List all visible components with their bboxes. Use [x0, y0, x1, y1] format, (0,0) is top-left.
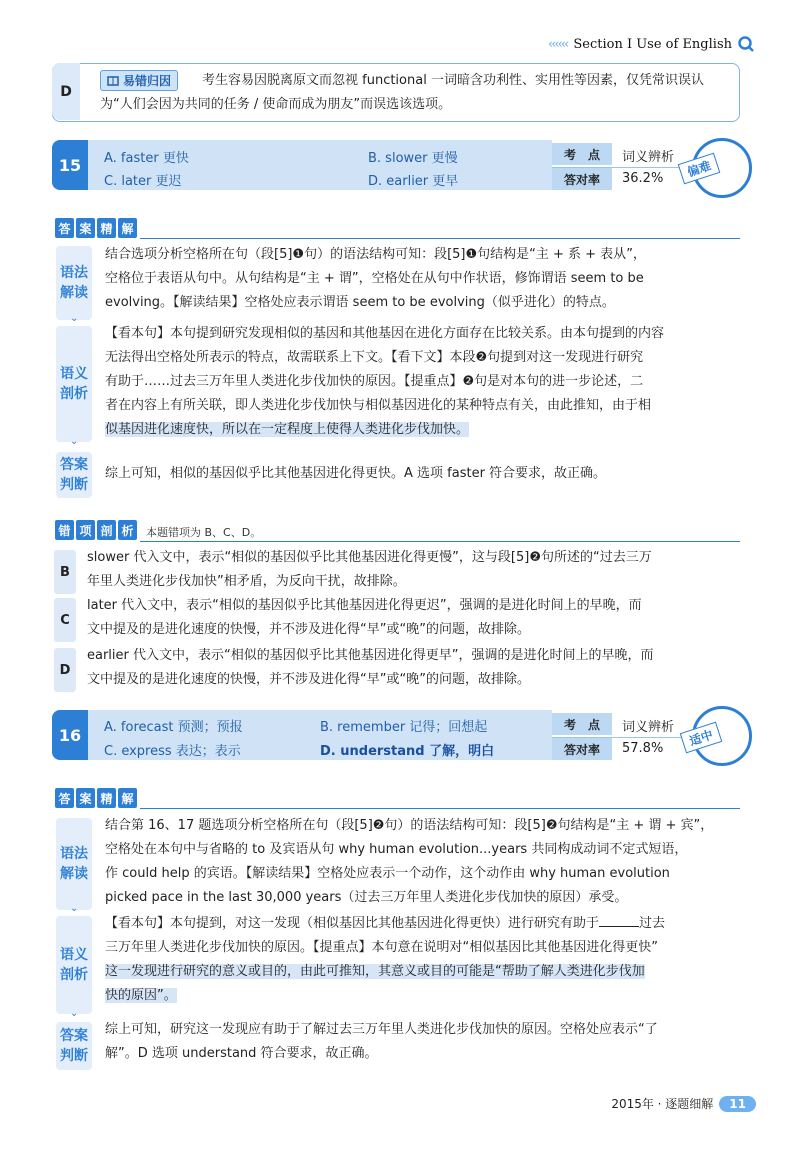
q16-option-d-correct: D. understand 了解，明白 [320, 744, 495, 759]
section-char: 精 [97, 788, 116, 808]
q16-rate-label: 答对率 [552, 738, 612, 760]
q15-option-c: C. later 更迟 [104, 174, 182, 189]
section-char: 精 [97, 218, 116, 238]
chevron-down-icon: ⌄ [70, 313, 79, 324]
section-wrong-options [55, 520, 137, 540]
header-arrows: ‹‹‹‹‹‹ [548, 36, 568, 52]
page-header [548, 36, 754, 52]
q15-option-b: B. slower 更慢 [368, 151, 458, 166]
search-icon [738, 36, 754, 52]
wrong-options-note: 本题错项为 B、C、D。 [146, 526, 262, 539]
section-char: 错 [55, 520, 74, 540]
section-divider [140, 541, 740, 542]
wrong-option-text: earlier 代入文中，表示“相似的基因似乎比其他基因进化得更早”，强调的是进化时间上的早晚，而 文中提及的是进化速度的快慢，并不涉及进化得“早”或“晚”的问题，故排除。 [87, 648, 654, 687]
section-char: 解 [118, 218, 137, 238]
section-answer-analysis-2 [55, 788, 137, 808]
q15-judgement-text: 综上可知，相似的基因似乎比其他基因进化得更快。A 选项 faster 符合要求，故正确。 [105, 466, 607, 481]
q16-difficulty-label: 适中 [680, 722, 723, 754]
question-16-number: 16 [52, 710, 88, 760]
grammar-label-15: 语法解读 [56, 246, 92, 320]
error-box-text: 考生容易因脱离原文而忽视 functional 一词暗含功利性、实用性等因素，仅凭常识误认为“人们会因为共同的任务 / 使命而成为朋友”而误选该选项。 [100, 73, 704, 112]
highlight-text: 快的原因”。 [105, 988, 177, 1003]
highlight-text: 这一发现进行研究的意义或目的，由此可推知，其意义或目的可能是“帮助了解人类进化步伐加 [105, 964, 645, 979]
book-icon [107, 75, 119, 87]
section-char: 剖 [97, 520, 116, 540]
section-char: 项 [76, 520, 95, 540]
error-cause-tag [100, 70, 178, 91]
page-number: 11 [719, 1096, 756, 1112]
section-divider [140, 238, 740, 239]
chevron-down-icon: ⌄ [70, 436, 79, 447]
section-divider [140, 808, 740, 809]
q16-option-a: A. forecast 预测；预报 [104, 720, 243, 735]
wrong-option-letter: D [54, 648, 76, 692]
wrong-option-letter: C [54, 598, 76, 642]
q16-rate-value: 57.8% [622, 741, 664, 756]
q16-option-c: C. express 表达；表示 [104, 744, 241, 759]
section-char: 析 [118, 520, 137, 540]
q16-kaodian-label: 考 点 [552, 713, 612, 735]
q15-rate-value: 36.2% [622, 171, 664, 186]
q15-rate-label: 答对率 [552, 168, 612, 190]
section-answer-analysis-1 [55, 218, 137, 238]
q15-option-d: D. earlier 更早 [368, 174, 459, 189]
semantic-label-16: 语义剖析 [56, 916, 92, 1014]
q15-grammar-text: 结合选项分析空格所在句（段[5]❶句）的语法结构可知：段[5]❶句结构是“主 + 系 + 表从”， 空格位于表语从句中。从句结构是“主 + 谓”，空格处在从句中作状语，修饰谓语 seem to be evolving。【解读结果】空格处应表示谓语 seem to be evolving（似乎进化）的特点。 [105, 247, 646, 310]
judgement-label-16: 答案判断 [56, 1022, 92, 1070]
section-char: 案 [76, 218, 95, 238]
q15-kaodian-label: 考 点 [552, 143, 612, 165]
judgement-label-15: 答案判断 [56, 452, 92, 498]
footer-text: 2015年 · 逐题细解 [611, 1097, 714, 1111]
chevron-down-icon: ⌄ [70, 903, 79, 914]
header-title: Section I Use of English [573, 36, 732, 52]
semantic-label-15: 语义剖析 [56, 326, 92, 442]
q16-grammar-text: 结合第 16、17 题选项分析空格所在句（段[5]❷句）的语法结构可知：段[5]❷句结构是“主 + 谓 + 宾”， 空格处在本句中与省略的 to 及宾语从句 why human evolution...years 共同构成动词不定式短语， 作 could help 的宾语。【解读结果】空格处应表示一个动作，这个动作由 why human evolution picked pace in the last 30,000 years（过去三万年里人类进化步伐加快的原因）承受。 [105, 818, 714, 905]
question-15-number: 15 [52, 140, 88, 190]
q15-option-a: A. faster 更快 [104, 151, 189, 166]
error-box-letter: D [52, 63, 80, 120]
q15-difficulty-label: 偏难 [678, 153, 721, 185]
section-char: 解 [118, 788, 137, 808]
wrong-option-letter: B [54, 550, 76, 594]
q16-kaodian-value: 词义辨析 [622, 720, 675, 735]
q16-judgement-text: 综上可知，研究这一发现应有助于了解过去三万年里人类进化步伐加快的原因。空格处应表示“了 解”。D 选项 understand 符合要求，故正确。 [105, 1022, 658, 1061]
page-footer [611, 1095, 756, 1112]
section-char: 答 [55, 218, 74, 238]
q16-semantic-text: 【看本句】本句提到，对这一发现（相似基因比其他基因进化得更快）进行研究有助于 过去 三万年里人类进化步伐加快的原因。【提重点】本句意在说明对“相似基因比其他基因进化得更快” 这一发现进行研究的意义或目的，由此可推知，其意义或目的可能是“帮助了解人类进化步伐加 快的原因”。 [105, 912, 745, 1008]
q15-semantic-text: 【看本句】本句提到研究发现相似的基因和其他基因在进化方面存在比较关系。由本句提到的内容 无法得出空格处所表示的特点，故需联系上下文。【看下文】本段❷句提到对这一发现进行研究 有助于……过去三万年里人类进化步伐加快的原因。【提重点】❷句是对本句的进一步论述，二 者在内容上有所关联，即人类进化步伐加快与相似基因进化的某种特点有关，由此推知，由于相 似基因进化速度快，所以在一定程度上使得人类进化步伐加快。 [105, 326, 665, 437]
chevron-down-icon: ⌄ [70, 1008, 79, 1019]
section-char: 答 [55, 788, 74, 808]
wrong-option-text: later 代入文中，表示“相似的基因似乎比其他基因进化得更迟”，强调的是进化时间上的早晚，而 文中提及的是进化速度的快慢，并不涉及进化得“早”或“晚”的问题，故排除。 [87, 598, 642, 637]
grammar-label-16: 语法解读 [56, 818, 92, 910]
section-char: 案 [76, 788, 95, 808]
q16-option-b: B. remember 记得；回想起 [320, 720, 488, 735]
wrong-option-text: slower 代入文中，表示“相似的基因似乎比其他基因进化得更慢”，这与段[5]❷句所述的“过去三万 年里人类进化步伐加快”相矛盾，为反向干扰，故排除。 [87, 550, 652, 589]
error-cause-tag-label: 易错归因 [123, 74, 172, 88]
highlight-text: 似基因进化速度快，所以在一定程度上使得人类进化步伐加快。 [105, 422, 470, 437]
answer-blank [599, 912, 639, 927]
q15-kaodian-value: 词义辨析 [622, 150, 675, 165]
